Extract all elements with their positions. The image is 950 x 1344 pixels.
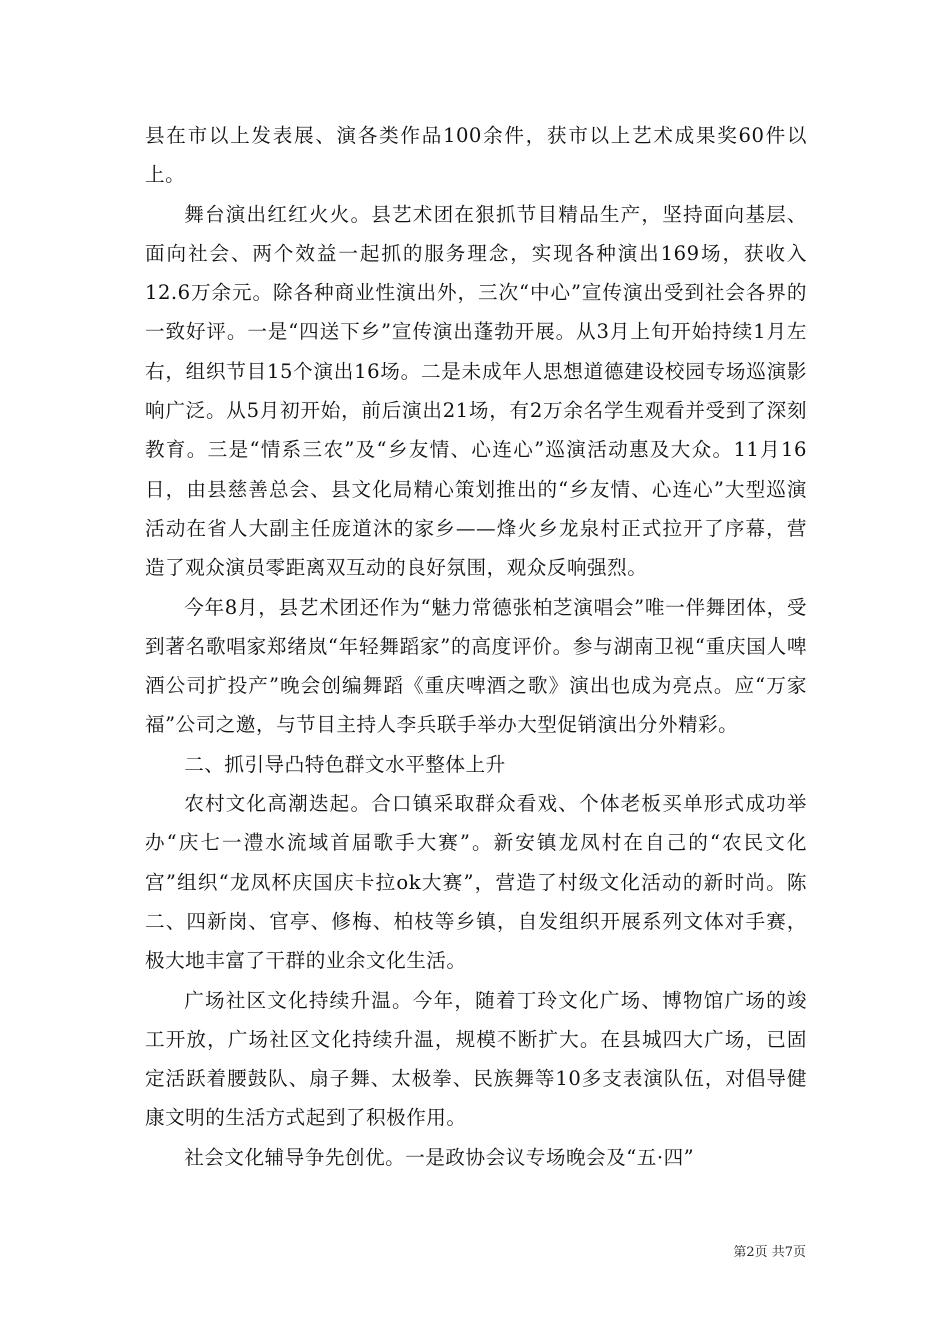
section-heading-mass-culture: 二、抓引导凸特色群文水平整体上升 xyxy=(184,752,506,776)
paragraph-continuation: 县在市以上发表展、演各类作品100余件，获市以上艺术成果奖60件以上。 xyxy=(145,124,807,187)
paragraph-stage-performance: 舞台演出红红火火。县艺术团在狠抓节目精品生产，坚持面向基层、面向社会、两个效益一起抓的服务理念，实现各种演出169场，获收入12.6万余元。除各种商业性演出外，三次“中心”宣传演出受到社会各界的一致好评。一是“四送下乡”宣传演出蓬勃开展。从3月上旬开始持续1月左右，组织节目15个演出16场。二是未成年人思想道德建设校园专场巡演影响广泛。从5月初开始，前后演出21场，有2万余名学生观看并受到了深刻教育。三是“情系三农”及“乡友情、心连心”巡演活动惠及大众。11月16日，由县慈善总会、县文化局精心策划推出的“乡友情、心连心”大型巡演活动在省人大副主任庞道沐的家乡——烽火乡龙泉村正式拉开了序幕，营造了观众演员零距离双互动的良好氛围，观众反响强烈。 xyxy=(145,202,807,580)
paragraph-social-culture-guidance: 社会文化辅导争先创优。一是政协会议专场晚会及“五·四” xyxy=(184,1145,695,1169)
paragraph-rural-culture: 农村文化高潮迭起。合口镇采取群众看戏、个体老板买单形式成功举办“庆七一澧水流域首届歌手大赛”。新安镇龙凤村在自己的“农民文化宫”组织“龙凤杯庆国庆卡拉ok大赛”，营造了村级文化活动的新时尚。陈二、四新岗、官亭、修梅、柏枝等乡镇，自发组织开展系列文体对手赛，极大地丰富了干群的业余文化生活。 xyxy=(145,792,807,973)
paragraph-art-troupe-august: 今年8月，县艺术团还作为“魅力常德张柏芝演唱会”唯一伴舞团体，受到著名歌唱家郑绪岚“年轻舞蹈家”的高度评价。参与湖南卫视“重庆国人啤酒公司扩投产”晚会创编舞蹈《重庆啤酒之歌》演出也成为亮点。应“万家福”公司之邀，与节目主持人李兵联手举办大型促销演出分外精彩。 xyxy=(145,595,807,737)
page-number-footer: 第2页 共7页 xyxy=(733,1245,806,1260)
paragraph-square-community-culture: 广场社区文化持续升温。今年，随着丁玲文化广场、博物馆广场的竣工开放，广场社区文化持续升温，规模不断扩大。在县城四大广场，已固定活跃着腰鼓队、扇子舞、太极拳、民族舞等10多支表演队伍，对倡导健康文明的生活方式起到了积极作用。 xyxy=(145,988,807,1130)
document-body xyxy=(145,116,807,1177)
